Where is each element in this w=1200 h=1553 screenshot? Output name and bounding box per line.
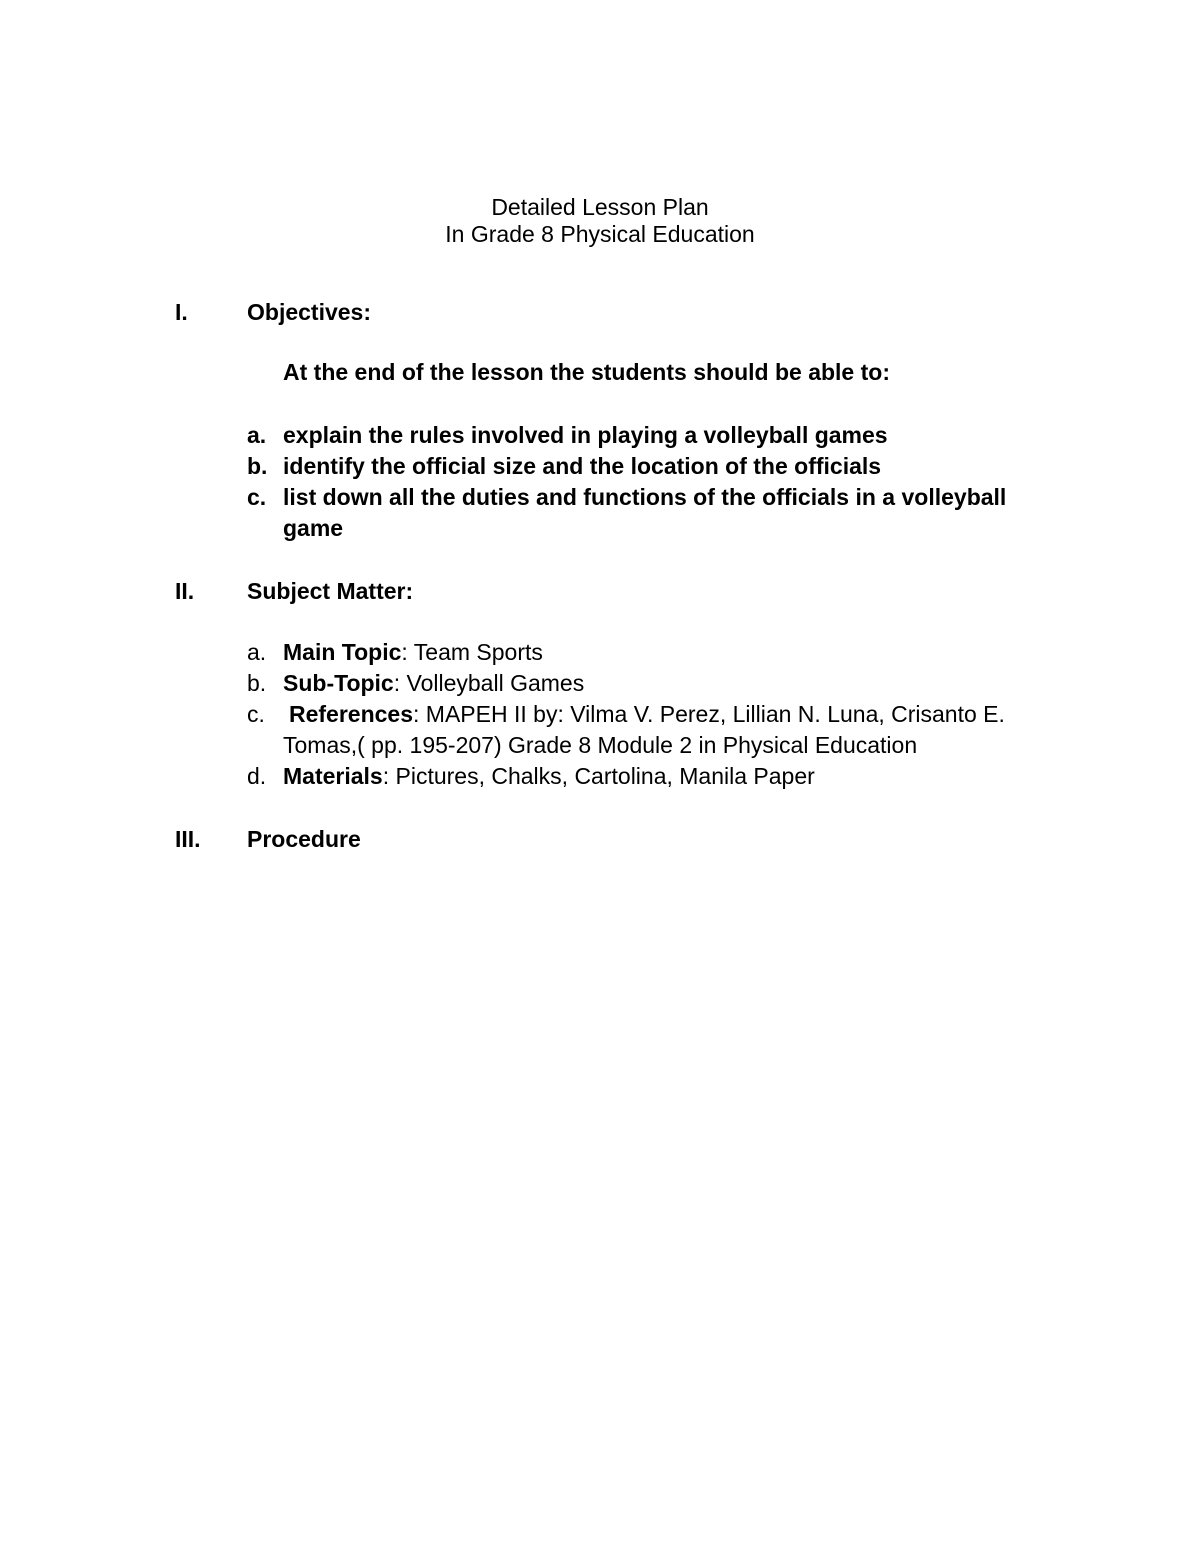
document-title: Detailed Lesson Plan — [491, 194, 709, 220]
subject-value-references: : MAPEH II by: Vilma V. Perez, Lillian N. Luna, Crisanto E. — [413, 701, 1005, 727]
objective-item-c: list down all the duties and functions of the officials in a volleyball — [283, 484, 1007, 510]
section-number-procedure: III. — [175, 826, 201, 852]
subject-marker-a: a. — [247, 639, 267, 665]
section-number-subject-matter: II. — [175, 578, 195, 604]
section-heading-subject-matter: Subject Matter: — [247, 578, 414, 604]
objective-item-a: explain the rules involved in playing a volleyball games — [283, 422, 888, 448]
subject-marker-d: d. — [247, 763, 267, 789]
subject-value-materials: : Pictures, Chalks, Cartolina, Manila Paper — [382, 763, 815, 789]
subject-item-references-continued: Tomas,( pp. 195-207) Grade 8 Module 2 in Physical Education — [283, 732, 918, 758]
subject-item-sub-topic — [283, 668, 584, 699]
document-subtitle: In Grade 8 Physical Education — [445, 221, 755, 247]
objectives-intro: At the end of the lesson the students should be able to: — [283, 359, 890, 385]
subject-value-sub-topic: : Volleyball Games — [393, 670, 585, 696]
subject-item-references — [289, 699, 1005, 730]
subject-item-materials — [283, 761, 815, 792]
subject-marker-c: c. — [247, 701, 265, 727]
objective-item-c-continued: game — [283, 515, 344, 541]
subject-item-main-topic — [283, 637, 543, 668]
section-heading-objectives: Objectives: — [247, 299, 371, 325]
objective-marker-c: c. — [247, 484, 267, 510]
section-heading-procedure: Procedure — [247, 826, 361, 852]
subject-label-sub-topic: Sub-Topic — [283, 670, 394, 696]
subject-label-main-topic: Main Topic — [283, 639, 402, 665]
subject-label-materials: Materials — [283, 763, 383, 789]
section-number-objectives: I. — [175, 299, 188, 325]
subject-marker-b: b. — [247, 670, 267, 696]
objective-marker-b: b. — [247, 453, 268, 479]
objective-item-b: identify the official size and the location of the officials — [283, 453, 882, 479]
objective-marker-a: a. — [247, 422, 267, 448]
subject-value-main-topic: : Team Sports — [401, 639, 543, 665]
subject-label-references: References — [289, 701, 414, 727]
